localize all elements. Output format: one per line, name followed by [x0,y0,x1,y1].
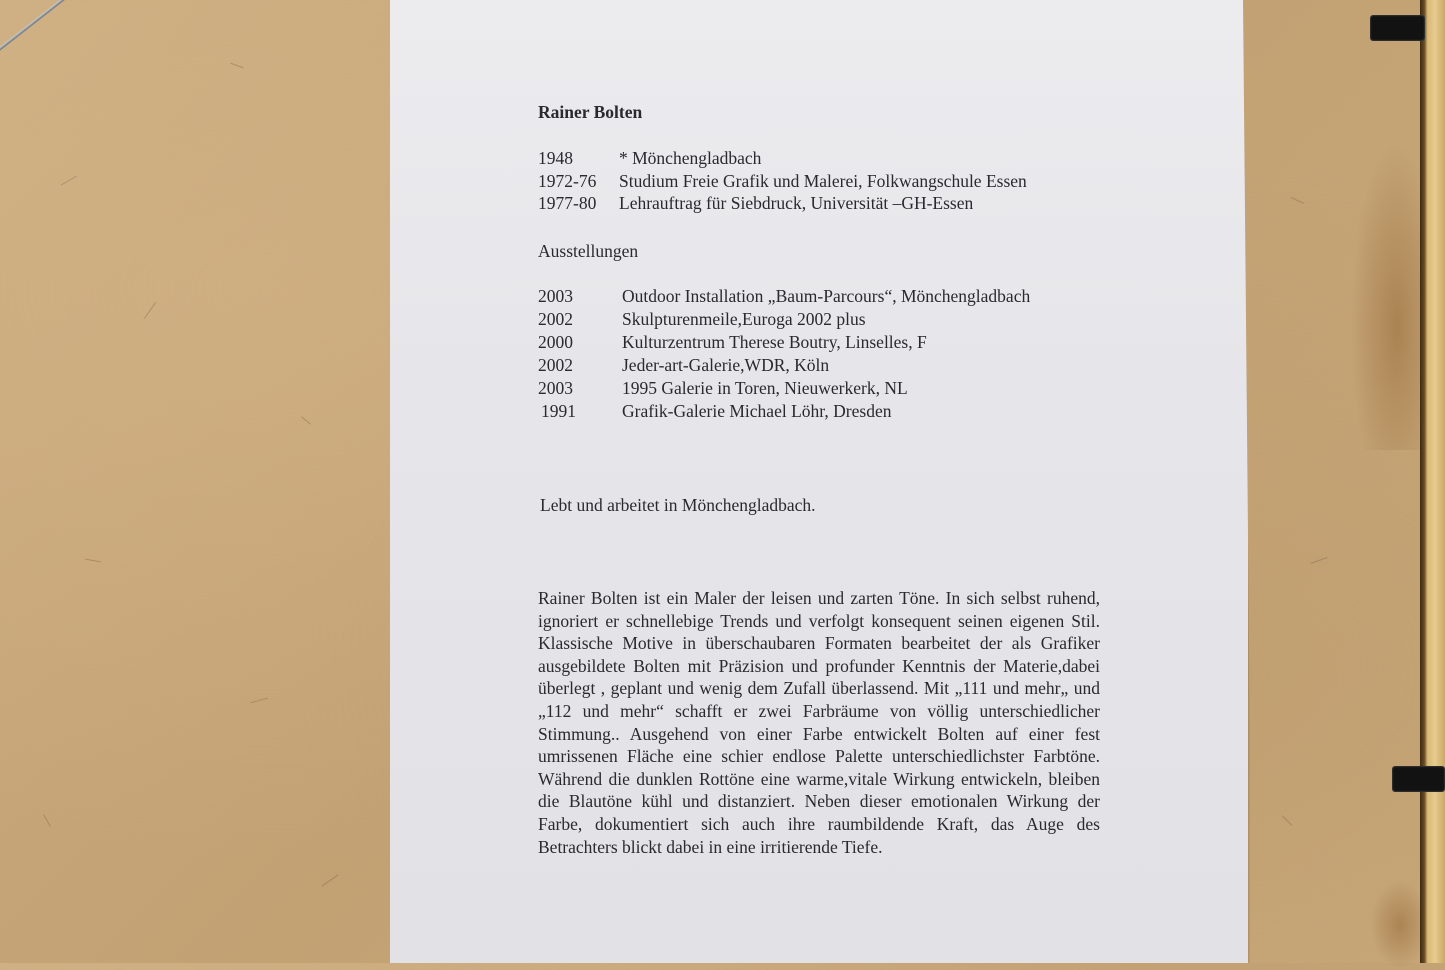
exhibition-row [538,400,1138,423]
exhibition-year: 2000 [538,332,573,352]
wooden-frame-edge [1420,0,1445,963]
biography-row [538,192,1138,215]
frame-clip-top [1370,15,1425,41]
exhibition-text: Outdoor Installation „Baum-Parcours“, Mönchengladbach [622,286,1031,306]
artist-name: Rainer Bolten [538,102,643,122]
biography-year: 1977-80 [538,193,597,213]
exhibitions-heading: Ausstellungen [538,241,639,261]
exhibitions-list [538,285,1138,423]
board-fiber [322,874,339,886]
exhibition-text: Grafik-Galerie Michael Löhr, Dresden [622,401,892,421]
board-fiber [1290,197,1304,204]
exhibition-text: 1995 Galerie in Toren, Nieuwerkerk, NL [622,378,908,398]
exhibition-text: Kulturzentrum Therese Boutry, Linselles, F [622,332,927,352]
board-fiber [61,176,77,186]
exhibition-text: Jeder-art-Galerie,WDR, Köln [622,355,830,375]
exhibition-year: 2002 [538,355,573,375]
biography-year: 1948 [538,148,573,168]
board-fiber [85,559,101,563]
biography-year: 1972-76 [538,170,597,191]
exhibition-text: Skulpturenmeile,Euroga 2002 plus [622,309,866,329]
biography-text: Studium Freie Grafik und Malerei, Folkwangschule Essen [619,170,1027,191]
frame-clip-bottom [1392,766,1445,792]
water-stain [1350,140,1428,450]
biography-list [538,147,1138,215]
exhibition-year: 2003 [538,378,573,398]
exhibition-year: 2002 [538,309,573,329]
artist-description: Rainer Bolten ist ein Maler der leisen und zarten Töne. In sich selbst ruhend, ignoriert er schnellebige Trends und verfolgt konsequent seinen eigenen Stil. Klassische Motive in überschaubaren Formaten bearbeitet der als Grafiker ausgebildete Bolten mit Präzision und profunder Kenntnis der Materie,dabei überlegt , geplant und wenig dem Zufall überlassend. Mit „111 und mehr„ und „112 und mehr“ schafft er zwei Farbräume von völlig unterschiedlicher Stimmung.. Ausgehend von einer Farbe entwickelt Bolten auf einer fest umrissenen Fläche eine schier endlose Palette unterschiedlichster Farbtöne. Während die dunklen Rottöne eine warme,vitale Wirkung entwickeln, bleiben die Blautöne kühl und distanziert. Neben dieser emotionalen Wirkung der Farbe, dokumentiert sich auch ihre raumbildende Kraft, das Auge des Betrachters blickt dabei in eine irritierende Tiefe. [538,588,1100,857]
biography-text: * Mönchengladbach [619,148,762,168]
lives-and-works: Lebt und arbeitet in Mönchengladbach. [540,495,816,515]
board-fiber [230,63,243,69]
board-fiber [43,814,51,827]
exhibition-year: 2003 [538,286,573,306]
board-fiber [250,698,268,704]
biography-row [538,170,1138,193]
biography-row [538,147,1138,170]
exhibition-row [538,285,1138,308]
biography-text: Lehrauftrag für Siebdruck, Universität –GH-Essen [619,193,974,213]
exhibition-row [538,331,1138,354]
exhibition-row [538,377,1138,400]
exhibition-year: 1991 [541,401,576,421]
board-fiber [1282,815,1293,826]
exhibition-row [538,354,1138,377]
board-fiber [144,302,156,319]
board-fiber [301,416,311,424]
board-fiber [1310,557,1327,564]
exhibition-row [538,308,1138,331]
